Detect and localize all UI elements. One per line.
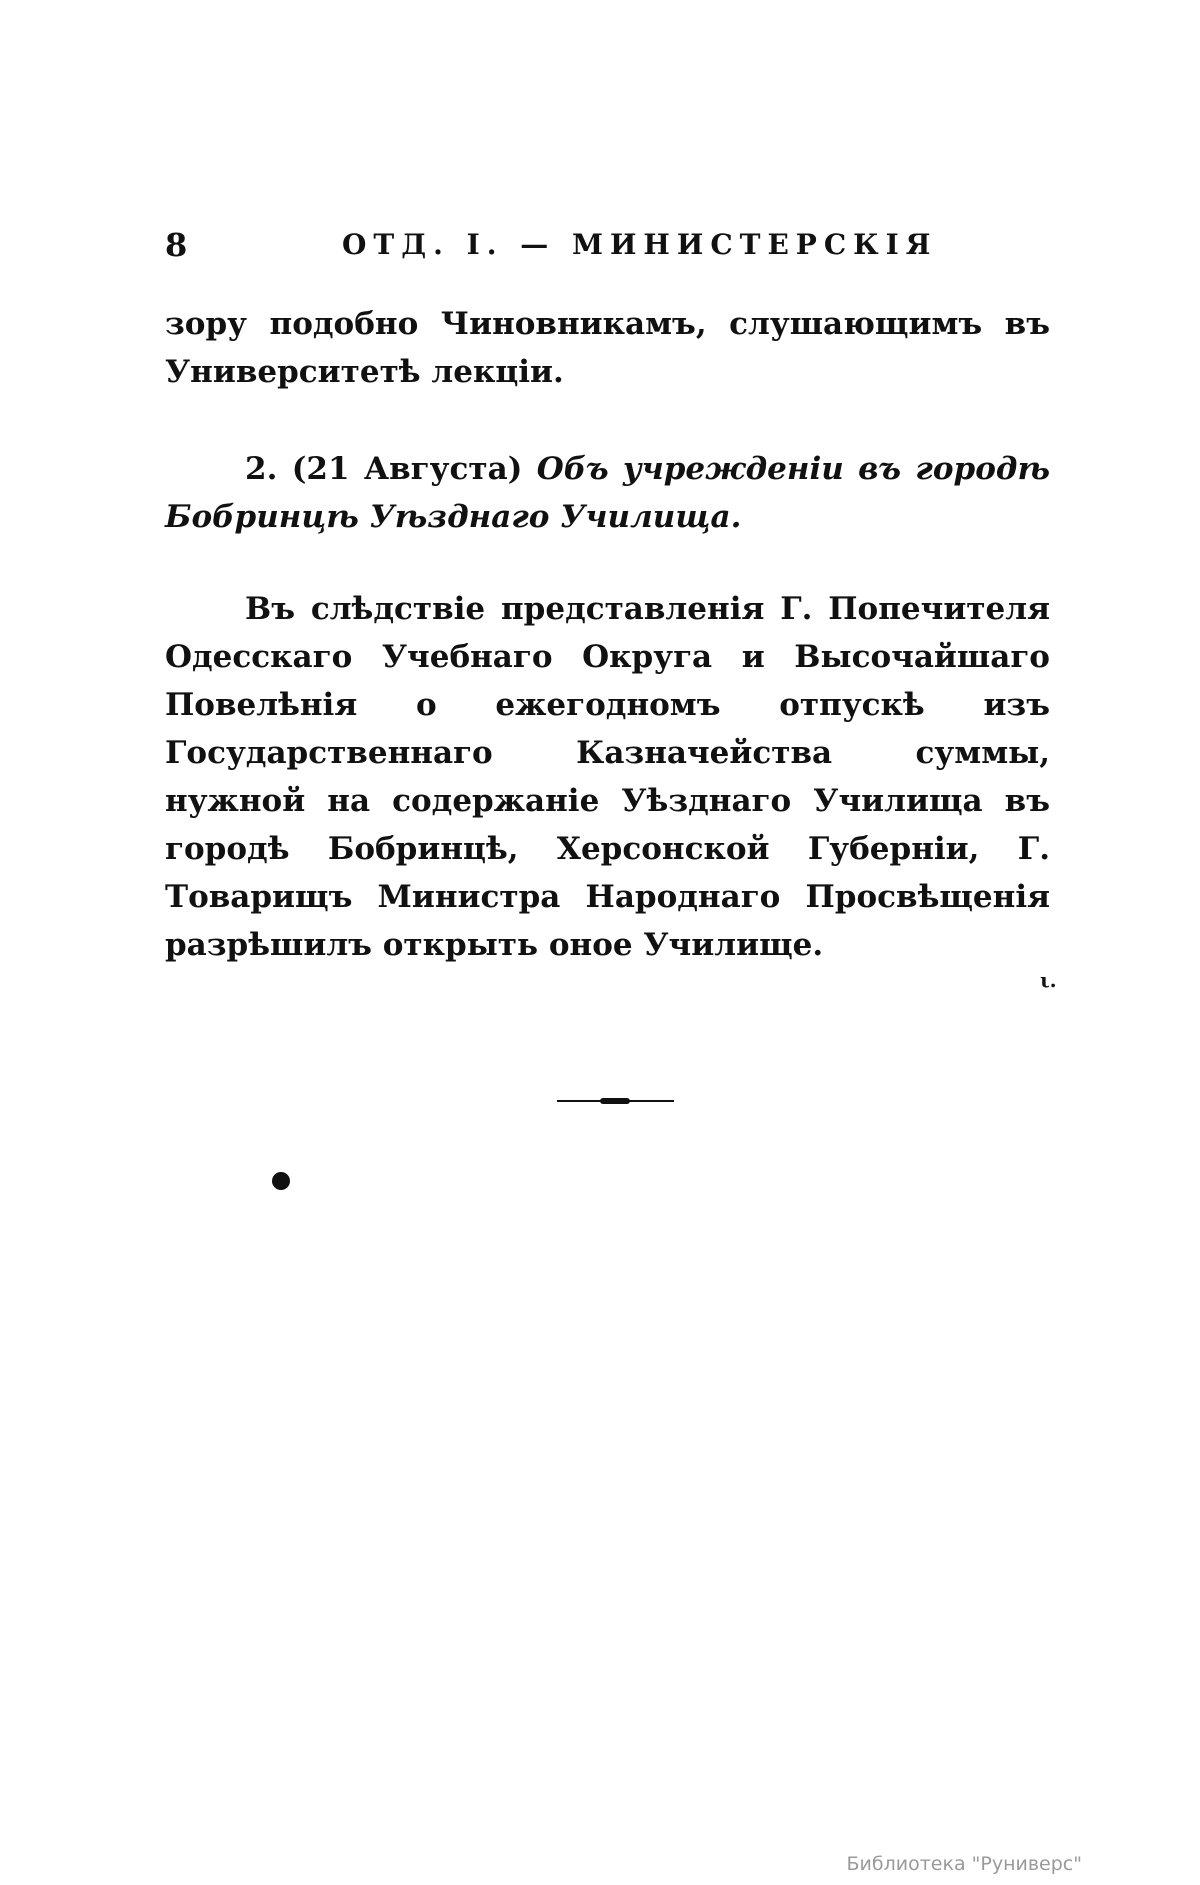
divider-center-ornament	[600, 1098, 630, 1104]
stray-mark: ι.	[1040, 968, 1057, 992]
library-watermark: Библиотека "Руниверс"	[846, 1853, 1082, 1875]
body-paragraph: Въ слѣдствіе представленія Г. Попечителя Одесскаго Учебнаго Округа и Высочайшаго Повелѣнія о ежегодномъ отпускѣ изъ Государственнаго Казначейства суммы, нужной на содержаніе Уѣзднаго Училища въ городѣ Бобринцѣ, Херсонской Губерніи, Г. Товарищъ Министра Народнаго Просвѣщенія разрѣшилъ открыть оное Училище.	[165, 591, 1050, 963]
page-header	[165, 226, 1050, 276]
page-number: 8	[165, 226, 188, 264]
running-head: ОТД. I. — МИНИСТЕРСКІЯ	[342, 228, 938, 261]
continuation-paragraph: зору подобно Чиновникамъ, слушающимъ въ Университетѣ лекціи.	[165, 306, 1050, 390]
decree-number-date: 2. (21 Августа)	[245, 451, 523, 487]
ink-dot	[272, 1172, 290, 1190]
decree-title: Объ учрежденіи въ городѣ Бобринцѣ Уѣзднаго Училища.	[165, 451, 1050, 535]
section-divider-ornament	[557, 1098, 674, 1104]
decree-heading	[165, 445, 1050, 541]
